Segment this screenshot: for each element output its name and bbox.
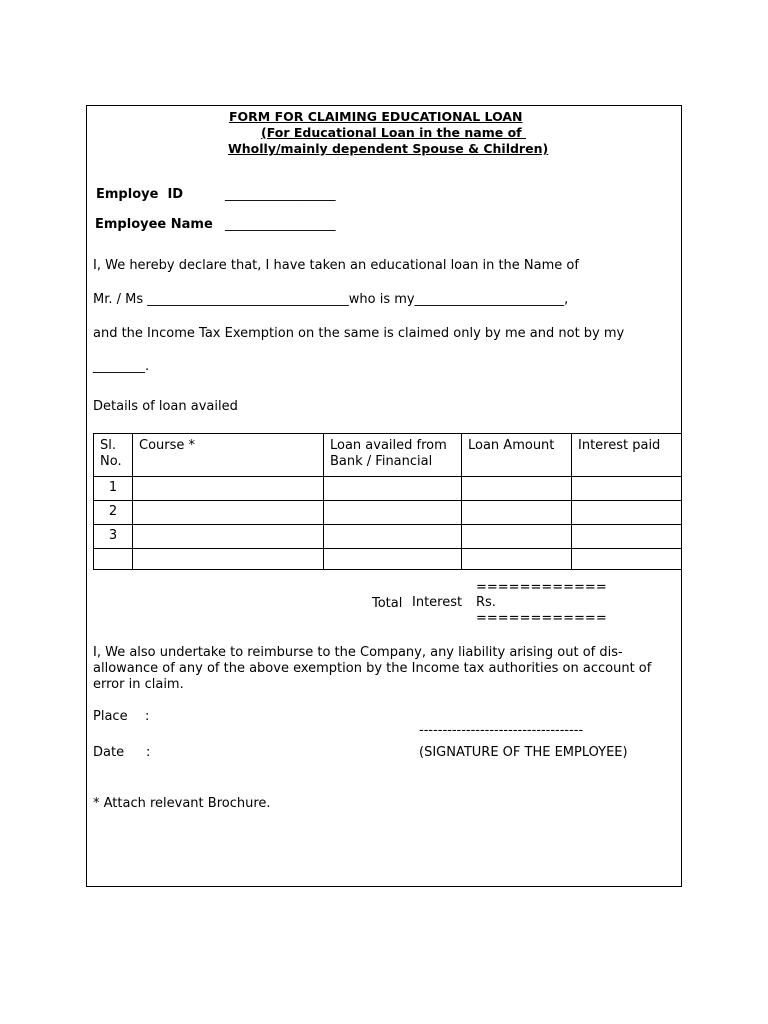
table-cell-loan-source[interactable] [324, 501, 462, 525]
table-cell-loan-source[interactable] [324, 525, 462, 549]
header-loan-amount: Loan Amount [462, 434, 572, 477]
rs-label: Rs. [476, 595, 496, 610]
table-row [94, 501, 682, 525]
footnote: * Attach relevant Brochure. [93, 796, 271, 811]
undertake-text-2: allowance of any of the above exemption by the Income tax authorities on account of [93, 661, 652, 676]
employee-name-field[interactable]: _________________ [225, 217, 336, 232]
details-label: Details of loan availed [93, 399, 238, 414]
signature-line[interactable]: ----------------------------------- [419, 723, 584, 738]
mr-ms-line[interactable]: Mr. / Ms _______________________________who is my_______________________, [93, 292, 569, 307]
header-sl-no: Sl. No. [94, 434, 133, 477]
date-colon: : [146, 745, 151, 760]
table-cell-interest-paid[interactable] [572, 549, 682, 570]
signature-label: (SIGNATURE OF THE EMPLOYEE) [419, 745, 628, 760]
relation-blank[interactable]: ________. [93, 359, 150, 374]
total-label: Total [372, 596, 403, 611]
total-equals-bottom: ============ [476, 611, 607, 626]
table-cell-interest-paid[interactable] [572, 477, 682, 501]
total-equals-top: ============ [476, 580, 607, 595]
table-cell-interest-paid[interactable] [572, 501, 682, 525]
table-cell-interest-paid[interactable] [572, 525, 682, 549]
header-loan-source: Loan availed from Bank / Financial [324, 434, 462, 477]
table-cell-loan-amount[interactable] [462, 549, 572, 570]
undertake-text-3: error in claim. [93, 677, 184, 692]
table-header-row [94, 434, 682, 477]
place-colon: : [145, 709, 150, 724]
interest-label: Interest [412, 595, 463, 610]
form-subtitle-2: Wholly/mainly dependent Spouse & Children) [228, 141, 549, 156]
table-cell-course[interactable] [133, 525, 324, 549]
date-label: Date [93, 745, 125, 760]
form-title: FORM FOR CLAIMING EDUCATIONAL LOAN [229, 109, 523, 124]
table-cell-loan-amount[interactable] [462, 525, 572, 549]
table-cell-course[interactable] [133, 501, 324, 525]
table-cell-course[interactable] [133, 549, 324, 570]
employee-id-field[interactable]: _________________ [225, 187, 336, 202]
employee-id-label: Employe ID [96, 187, 184, 202]
header-interest-paid: Interest paid [572, 434, 682, 477]
table-cell-course[interactable] [133, 477, 324, 501]
undertake-text-1: I, We also undertake to reimburse to the Company, any liability arising out of dis- [93, 645, 623, 660]
table-cell-sl: 2 [94, 501, 133, 525]
table-cell-sl: 3 [94, 525, 133, 549]
exemption-text: and the Income Tax Exemption on the same is claimed only by me and not by my [93, 326, 625, 341]
table-cell-loan-source[interactable] [324, 477, 462, 501]
form-subtitle-1: (For Educational Loan in the name of [261, 125, 526, 140]
place-label: Place [93, 709, 128, 724]
employee-name-label: Employee Name [95, 217, 213, 232]
table-cell-sl [94, 549, 133, 570]
table-row [94, 525, 682, 549]
table-cell-loan-amount[interactable] [462, 477, 572, 501]
declaration-text: I, We hereby declare that, I have taken an educational loan in the Name of [93, 258, 579, 273]
loan-details-table [93, 433, 682, 570]
table-row [94, 477, 682, 501]
table-row [94, 549, 682, 570]
table-cell-sl: 1 [94, 477, 133, 501]
table-cell-loan-amount[interactable] [462, 501, 572, 525]
table-cell-loan-source[interactable] [324, 549, 462, 570]
header-course: Course * [133, 434, 324, 477]
